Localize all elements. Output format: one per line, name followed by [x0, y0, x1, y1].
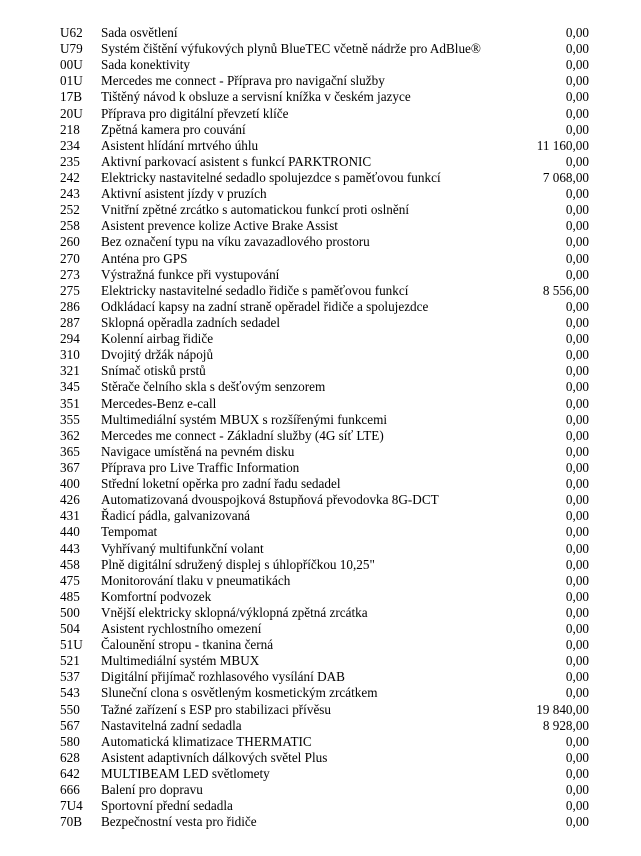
option-code: 294: [60, 331, 80, 347]
list-item: [0, 251, 641, 267]
option-description: Tištěný návod k obsluze a servisní knížka v českém jazyce: [101, 89, 411, 105]
option-code: 00U: [60, 57, 83, 73]
list-item: [0, 347, 641, 363]
list-item: [0, 669, 641, 685]
option-description: Tempomat: [101, 524, 158, 540]
option-code: 443: [60, 540, 80, 556]
option-price: 0,00: [565, 524, 589, 540]
option-description: Digitální přijímač rozhlasového vysílání DAB: [101, 669, 345, 685]
list-item: [0, 331, 641, 347]
option-price: 0,00: [565, 572, 589, 588]
option-price: 0,00: [565, 73, 589, 89]
option-description: Monitorování tlaku v pneumatikách: [101, 572, 291, 588]
option-code: 458: [60, 556, 80, 572]
option-description: Sada konektivity: [101, 57, 191, 73]
option-price: 0,00: [565, 443, 589, 459]
option-code: 500: [60, 604, 80, 620]
list-item: [0, 89, 641, 105]
option-price: 0,00: [565, 540, 589, 556]
option-price: 0,00: [565, 395, 589, 411]
option-code: 17B: [60, 89, 82, 105]
option-price: 0,00: [565, 186, 589, 202]
option-price: 0,00: [565, 782, 589, 798]
option-description: Odkládací kapsy na zadní straně opěradel řidiče a spolujezdce: [101, 298, 429, 314]
list-item: [0, 573, 641, 589]
option-description: Automatizovaná dvouspojková 8stupňová převodovka 8G-DCT: [101, 492, 439, 508]
option-price: 0,00: [565, 331, 589, 347]
list-item: [0, 25, 641, 41]
option-price: 0,00: [565, 121, 589, 137]
option-description: Automatická klimatizace THERMATIC: [101, 733, 312, 749]
option-code: 362: [60, 427, 80, 443]
equipment-list: [0, 25, 641, 830]
option-description: Sportovní přední sedadla: [101, 798, 233, 814]
list-item: [0, 396, 641, 412]
option-price: 0,00: [565, 766, 589, 782]
option-description: Příprava pro Live Traffic Information: [101, 459, 300, 475]
option-code: 51U: [60, 637, 83, 653]
list-item: [0, 122, 641, 138]
option-description: Mercedes me connect - Příprava pro navigační služby: [101, 73, 385, 89]
option-code: 426: [60, 492, 80, 508]
option-description: Řadicí pádla, galvanizovaná: [101, 508, 251, 524]
option-code: 20U: [60, 105, 83, 121]
option-price: 0,00: [565, 234, 589, 250]
list-item: [0, 476, 641, 492]
option-code: 642: [60, 766, 80, 782]
option-description: Balení pro dopravu: [101, 782, 203, 798]
list-item: [0, 106, 641, 122]
option-price: 0,00: [565, 604, 589, 620]
list-item: [0, 315, 641, 331]
option-description: Nastavitelná zadní sedadla: [101, 717, 242, 733]
list-item: [0, 782, 641, 798]
option-description: Elektricky nastavitelné sedadlo spolujezdce s paměťovou funkcí: [101, 169, 441, 185]
option-price: 0,00: [565, 669, 589, 685]
option-price: 0,00: [565, 266, 589, 282]
option-price: 0,00: [565, 492, 589, 508]
option-price: 0,00: [565, 653, 589, 669]
option-code: 7U4: [60, 798, 83, 814]
option-price: 0,00: [565, 363, 589, 379]
option-code: 270: [60, 250, 80, 266]
option-price: 11 160,00: [536, 137, 589, 153]
option-description: MULTIBEAM LED světlomety: [101, 766, 270, 782]
option-code: 485: [60, 588, 80, 604]
option-description: Sluneční clona s osvětleným kosmetickým zrcátkem: [101, 685, 378, 701]
list-item: [0, 379, 641, 395]
list-item: [0, 170, 641, 186]
option-code: 400: [60, 476, 80, 492]
option-code: 258: [60, 218, 80, 234]
option-description: Asistent adaptivních dálkových světel Plus: [101, 749, 328, 765]
list-item: [0, 750, 641, 766]
list-item: [0, 621, 641, 637]
option-description: Střední loketní opěrka pro zadní řadu sedadel: [101, 476, 341, 492]
list-item: [0, 202, 641, 218]
option-code: 243: [60, 186, 80, 202]
list-item: [0, 41, 641, 57]
option-price: 0,00: [565, 379, 589, 395]
list-item: [0, 283, 641, 299]
option-price: 0,00: [565, 459, 589, 475]
list-item: [0, 363, 641, 379]
option-price: 0,00: [565, 411, 589, 427]
option-price: 8 556,00: [542, 282, 589, 298]
option-code: 537: [60, 669, 80, 685]
option-description: Navigace umístěná na pevném disku: [101, 443, 295, 459]
option-code: U62: [60, 25, 83, 40]
option-price: 0,00: [565, 476, 589, 492]
option-price: 0,00: [565, 685, 589, 701]
list-item: [0, 428, 641, 444]
list-item: [0, 653, 641, 669]
option-description: Vyhřívaný multifunkční volant: [101, 540, 264, 556]
option-price: 0,00: [565, 814, 589, 830]
option-code: 01U: [60, 73, 83, 89]
list-item: [0, 734, 641, 750]
list-item: [0, 267, 641, 283]
list-item: [0, 685, 641, 701]
list-item: [0, 766, 641, 782]
option-price: 0,00: [565, 556, 589, 572]
option-price: 0,00: [565, 621, 589, 637]
option-code: 310: [60, 347, 80, 363]
list-item: [0, 234, 641, 250]
list-item: [0, 186, 641, 202]
option-description: Bezpečnostní vesta pro řidiče: [101, 814, 257, 830]
option-code: 345: [60, 379, 80, 395]
option-price: 7 068,00: [542, 169, 589, 185]
option-price: 0,00: [565, 202, 589, 218]
option-description: Tažné zařízení s ESP pro stabilizaci přívěsu: [101, 701, 332, 717]
option-price: 0,00: [565, 347, 589, 363]
list-item: [0, 508, 641, 524]
option-code: 235: [60, 153, 80, 169]
option-price: 0,00: [565, 298, 589, 314]
option-code: 252: [60, 202, 80, 218]
option-price: 0,00: [565, 733, 589, 749]
option-code: 351: [60, 395, 80, 411]
option-description: Vnější elektricky sklopná/výklopná zpětná zrcátka: [101, 604, 368, 620]
list-item: [0, 492, 641, 508]
list-item: [0, 718, 641, 734]
option-description: Anténa pro GPS: [101, 250, 188, 266]
option-code: 287: [60, 314, 80, 330]
option-price: 0,00: [565, 250, 589, 266]
option-code: 580: [60, 733, 80, 749]
list-item: [0, 412, 641, 428]
option-code: 286: [60, 298, 80, 314]
list-item: [0, 154, 641, 170]
option-code: 260: [60, 234, 80, 250]
option-code: 543: [60, 685, 80, 701]
list-item: [0, 218, 641, 234]
option-description: Stěrače čelního skla s dešťovým senzorem: [101, 379, 326, 395]
list-item: [0, 460, 641, 476]
option-description: Sklopná opěradla zadních sedadel: [101, 314, 281, 330]
list-item: [0, 73, 641, 89]
option-code: U79: [60, 41, 83, 57]
option-description: Plně digitální sdružený displej s úhlopříčkou 10,25": [101, 556, 375, 572]
option-price: 0,00: [565, 153, 589, 169]
option-description: Elektricky nastavitelné sedadlo řidiče s paměťovou funkcí: [101, 282, 409, 298]
option-description: Zpětná kamera pro couvání: [101, 121, 246, 137]
option-code: 550: [60, 701, 80, 717]
option-price: 8 928,00: [542, 717, 589, 733]
list-item: [0, 798, 641, 814]
list-item: [0, 299, 641, 315]
option-price: 0,00: [565, 798, 589, 814]
option-code: 273: [60, 266, 80, 282]
option-code: 628: [60, 749, 80, 765]
option-code: 475: [60, 572, 80, 588]
option-code: 275: [60, 282, 80, 298]
list-item: [0, 702, 641, 718]
option-description: Multimediální systém MBUX: [101, 653, 260, 669]
option-price: 0,00: [565, 637, 589, 653]
option-price: 0,00: [565, 25, 589, 40]
option-description: Čalounění stropu - tkanina černá: [101, 637, 274, 653]
option-price: 0,00: [565, 89, 589, 105]
list-item: [0, 605, 641, 621]
option-price: 0,00: [565, 314, 589, 330]
list-item: [0, 138, 641, 154]
option-price: 0,00: [565, 749, 589, 765]
list-item: [0, 557, 641, 573]
option-code: 242: [60, 169, 80, 185]
option-price: 0,00: [565, 57, 589, 73]
option-description: Asistent rychlostního omezení: [101, 621, 262, 637]
option-price: 19 840,00: [536, 701, 589, 717]
option-description: Systém čištění výfukových plynů BlueTEC včetně nádrže pro AdBlue®: [101, 41, 481, 57]
option-description: Dvojitý držák nápojů: [101, 347, 214, 363]
option-price: 0,00: [565, 588, 589, 604]
option-description: Multimediální systém MBUX s rozšířenými funkcemi: [101, 411, 388, 427]
option-description: Sada osvětlení: [101, 25, 178, 40]
option-description: Příprava pro digitální převzetí klíče: [101, 105, 289, 121]
option-code: 521: [60, 653, 80, 669]
option-code: 367: [60, 459, 80, 475]
option-description: Komfortní podvozek: [101, 588, 212, 604]
option-description: Bez označení typu na víku zavazadlového prostoru: [101, 234, 370, 250]
option-code: 365: [60, 443, 80, 459]
option-code: 504: [60, 621, 80, 637]
option-code: 70B: [60, 814, 82, 830]
option-price: 0,00: [565, 105, 589, 121]
list-item: [0, 541, 641, 557]
list-item: [0, 814, 641, 830]
list-item: [0, 57, 641, 73]
list-item: [0, 589, 641, 605]
option-description: Aktivní parkovací asistent s funkcí PARKTRONIC: [101, 153, 372, 169]
option-code: 355: [60, 411, 80, 427]
option-code: 234: [60, 137, 80, 153]
list-item: [0, 444, 641, 460]
option-description: Výstražná funkce při vystupování: [101, 266, 280, 282]
list-item: [0, 637, 641, 653]
option-code: 567: [60, 717, 80, 733]
option-description: Asistent hlídání mrtvého úhlu: [101, 137, 259, 153]
list-item: [0, 524, 641, 540]
option-description: Snímač otisků prstů: [101, 363, 206, 379]
option-description: Kolenní airbag řidiče: [101, 331, 214, 347]
option-description: Mercedes me connect - Základní služby (4G síť LTE): [101, 427, 384, 443]
option-description: Aktivní asistent jízdy v pruzích: [101, 186, 267, 202]
option-description: Asistent prevence kolize Active Brake Assist: [101, 218, 338, 234]
option-description: Mercedes-Benz e-call: [101, 395, 217, 411]
option-price: 0,00: [565, 427, 589, 443]
option-price: 0,00: [565, 508, 589, 524]
option-description: Vnitřní zpětné zrcátko s automatickou funkcí proti oslnění: [101, 202, 409, 218]
option-price: 0,00: [565, 218, 589, 234]
option-code: 321: [60, 363, 80, 379]
option-code: 218: [60, 121, 80, 137]
option-code: 440: [60, 524, 80, 540]
option-code: 666: [60, 782, 80, 798]
option-price: 0,00: [565, 41, 589, 57]
option-code: 431: [60, 508, 80, 524]
